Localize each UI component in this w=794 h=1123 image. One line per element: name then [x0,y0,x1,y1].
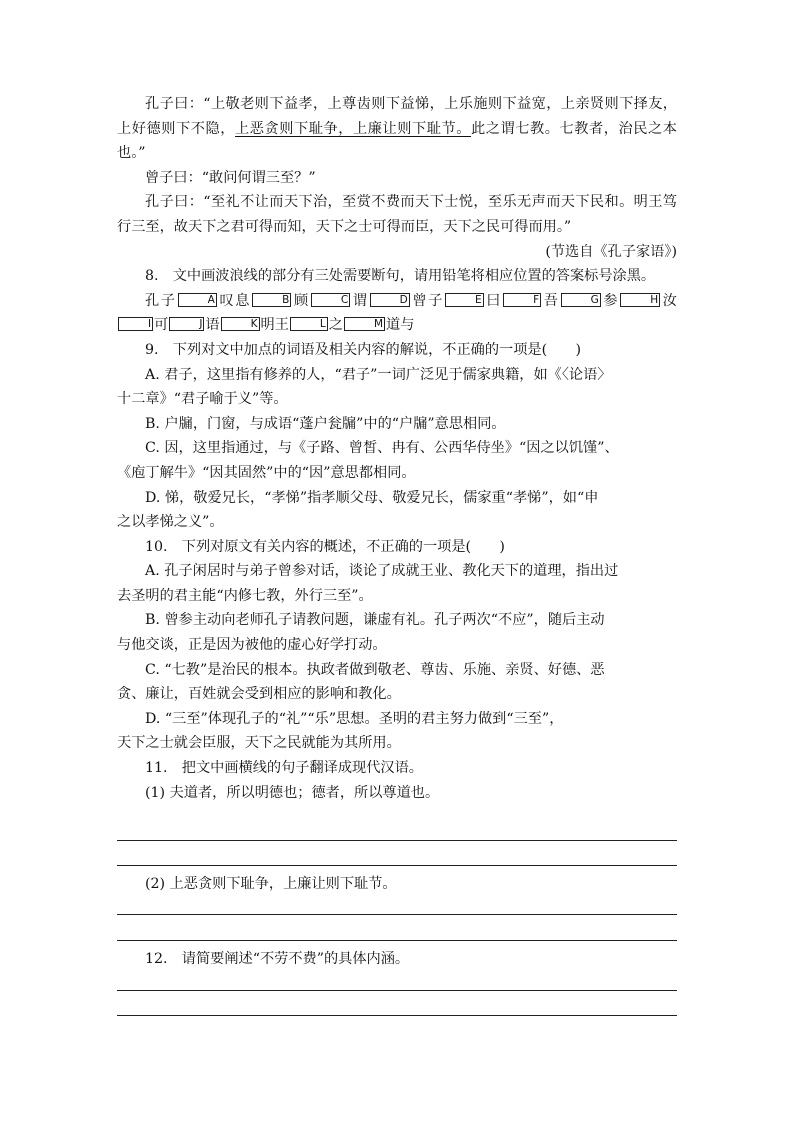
q8-text-segment: 孔子 [145,292,177,309]
q9-option-a-cont: 十二章》“君子喻于义”等。 [117,391,288,408]
passage-paragraph-1: 孔子曰：“上敬老则下益孝，上尊齿则下益悌，上乐施则下益宽，上亲贤则下择友，上好德则下不隐，上恶贪则下耻争，上廉让则下耻节。此之谓七教。七教者，治民之本也。” [117,96,677,162]
q8-answer-box[interactable]: C [311,293,350,307]
q8-answer-box[interactable]: M [344,317,385,331]
q10-stem: 10. 下列对原文有关内容的概述，不正确的一项是( ) [145,538,505,555]
q8-text-segment: 参 [601,292,620,309]
q8-stem: 8. 文中画波浪线的部分有三处需要断句，请用铅笔将相应位置的答案标号涂黑。 [145,268,656,285]
answer-line[interactable] [117,914,677,915]
q8-answer-box[interactable]: L [290,317,328,331]
q8-answer-box[interactable]: G [561,293,601,307]
q9-stem: 9. 下列对文中加点的词语及相关内容的解说，不正确的一项是( ) [145,341,582,358]
q8-text-segment: 语 [205,317,220,334]
q8-text-segment: 曾子 [410,292,444,309]
q8-text-segment: 与 [400,317,415,334]
q8-text-segment: 顾 [292,292,310,309]
passage-paragraph-2: 曾子曰：“敢问何谓三至？” [145,169,316,186]
q9-option-b: B. 户牖，门窗，与成语“蓬户瓮牖”中的“户牖”意思相同。 [145,415,506,432]
q8-answer-box[interactable]: K [221,317,260,331]
q8-answer-row [117,289,677,338]
q8-answer-box[interactable]: A [178,293,217,307]
q8-text-segment: 汝 [661,292,677,309]
underlined-sentence: 上恶贪则下耻争，上廉让则下耻节。 [235,120,472,137]
answer-line[interactable] [117,990,677,991]
q10-option-b: B. 曾参主动向老师孔子请教问题，谦虚有礼。孔子两次“不应”，随后主动 [145,612,605,629]
q9-option-a: A. 君子，这里指有修养的人，“君子”一词广泛见于儒家典籍，如《〈论语〉 [145,366,612,383]
q9-option-d: D. 悌，敬爱兄长，“孝悌”指孝顺父母、敬爱兄长，儒家重“孝悌”，如“申 [145,489,599,506]
q8-answer-box[interactable]: D [370,293,410,307]
answer-line[interactable] [117,865,677,866]
q9-option-c-cont: 《庖丁解牛》“因其固然”中的“因”意思都相同。 [117,464,416,481]
answer-line[interactable] [117,940,677,941]
q10-option-a: A. 孔子闲居时与弟子曾参对话，谈论了成就王业、教化天下的道理，指出过 [145,563,619,580]
passage-paragraph-3: 孔子曰：“至礼不让而天下治，至赏不费而天下士悦，至乐无声而天下民和。明王笃行三至，故天下之君可得而知，天下之士可得而臣，天下之民可得而用。” [117,194,677,235]
q8-answer-box[interactable]: B [252,293,291,307]
q8-answer-box[interactable]: F [503,293,541,307]
q9-option-d-cont: 之以孝悌之义”。 [117,514,224,531]
q8-text-segment: 谓 [351,292,369,309]
answer-line[interactable] [117,1015,677,1016]
q10-option-c-cont: 贪、廉让，百姓就会受到相应的影响和教化。 [117,686,401,703]
q8-answer-box[interactable]: H [620,293,660,307]
q8-text-segment: 道 [386,317,401,334]
q8-text-segment: 之 [328,317,343,334]
q8-text-segment: 可 [154,317,169,334]
q11-part-2 [117,872,677,897]
q10-option-c: C. “七教”是治民的根本。执政者做到敬老、尊齿、乐施、亲贤、好德、恶 [145,661,605,678]
document-body [117,92,677,805]
q11-stem: 11. 把文中画横线的句子翻译成现代汉语。 [145,760,423,777]
q8-text-segment: 吾 [542,292,560,309]
q8-answer-box[interactable]: E [445,293,484,307]
q11-sentence-1: (1) 夫道者，所以明德也；德者，所以尊道也。 [145,784,440,801]
q8-answer-box[interactable]: J [169,317,204,331]
q10-option-b-cont: 与他交谈，正是因为被他的虚心好学打动。 [117,637,387,654]
q10-option-d: D. “三至”体现孔子的“礼”“乐”思想。圣明的君主努力做到“三至”， [145,710,564,727]
q8-text-segment: 曰 [484,292,503,309]
q12-stem: 12. 请简要阐述“不劳不费”的具体内涵。 [145,951,410,967]
q10-option-d-cont: 天下之士就会臣服，天下之民就能为其所用。 [117,735,401,752]
q8-text-segment: 叹息 [217,292,252,309]
answer-line[interactable] [117,840,677,841]
q9-option-c: C. 因，这里指通过，与《子路、曾皙、冉有、公西华侍坐》“因之以饥馑”、 [145,440,619,457]
q11-sentence-2: (2) 上恶贪则下耻争，上廉让则下耻节。 [145,876,397,892]
q12-section [117,947,677,972]
q8-answer-box[interactable]: I [118,317,153,331]
passage-source: (节选自《孔子家语》) [545,243,677,260]
q10-option-a-cont: 去圣明的君主能“内修七教，外行三至”。 [117,587,373,604]
q8-text-segment: 明王 [260,317,289,334]
